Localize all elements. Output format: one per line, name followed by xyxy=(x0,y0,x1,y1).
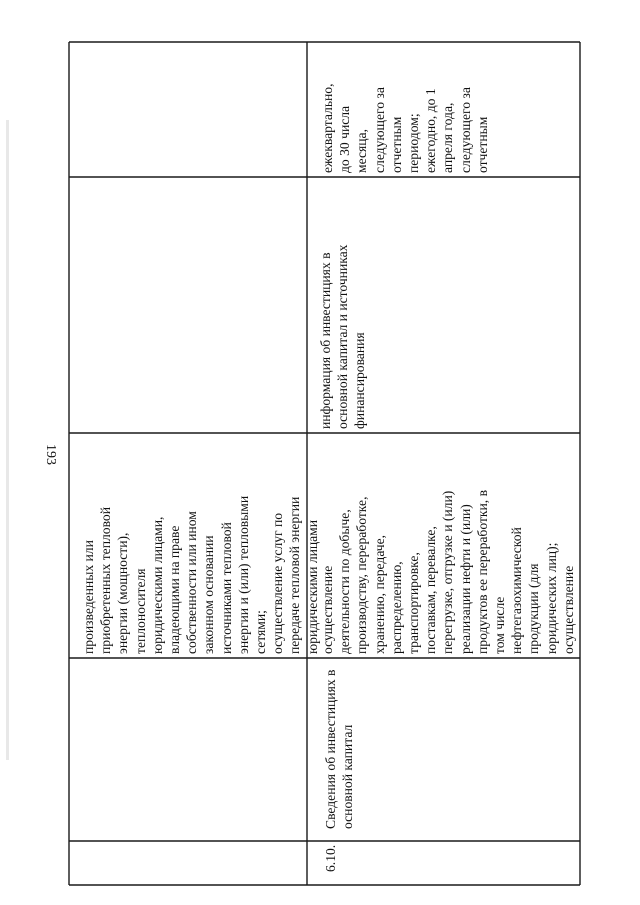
scan-edge-shadow xyxy=(6,120,9,760)
row-2-deadline-cell: ежеквартально, до 30 числа месяца, следующего за отчетным периодом; ежегодно, до 1 апреля года, следующего за отчетным xyxy=(320,83,490,173)
row-2-content-cell: информация об инвестициях в основной капитал и источниках финансирования xyxy=(318,244,368,429)
row-1-activity-cell: произведенных или приобретенных тепловой энергии (мощности), теплоносителя юридическими лицами, владеющими на праве собственности или ином законном основании источниками тепловой энергии и (или) тепловыми сетями; осуществление услуг по передаче тепловой энергии юридическими лицами xyxy=(81,495,320,654)
row-2-number-cell: 6.10. xyxy=(323,844,338,872)
row-2-activity-cell: осуществление деятельности по добыче, производству, переработке, хранению, передаче, распределению, транспортировке, поставкам, перевалке, перегрузке, отгрузке и (или) реализации нефти и (или) продуктов ее переработки, в том числе нефтегазохимической продукции (для юридических лиц); осуществление xyxy=(320,490,576,654)
row-2-indicator-cell: Сведения об инвестициях в основной капитал xyxy=(323,669,356,829)
page-number: 193 xyxy=(43,444,58,465)
